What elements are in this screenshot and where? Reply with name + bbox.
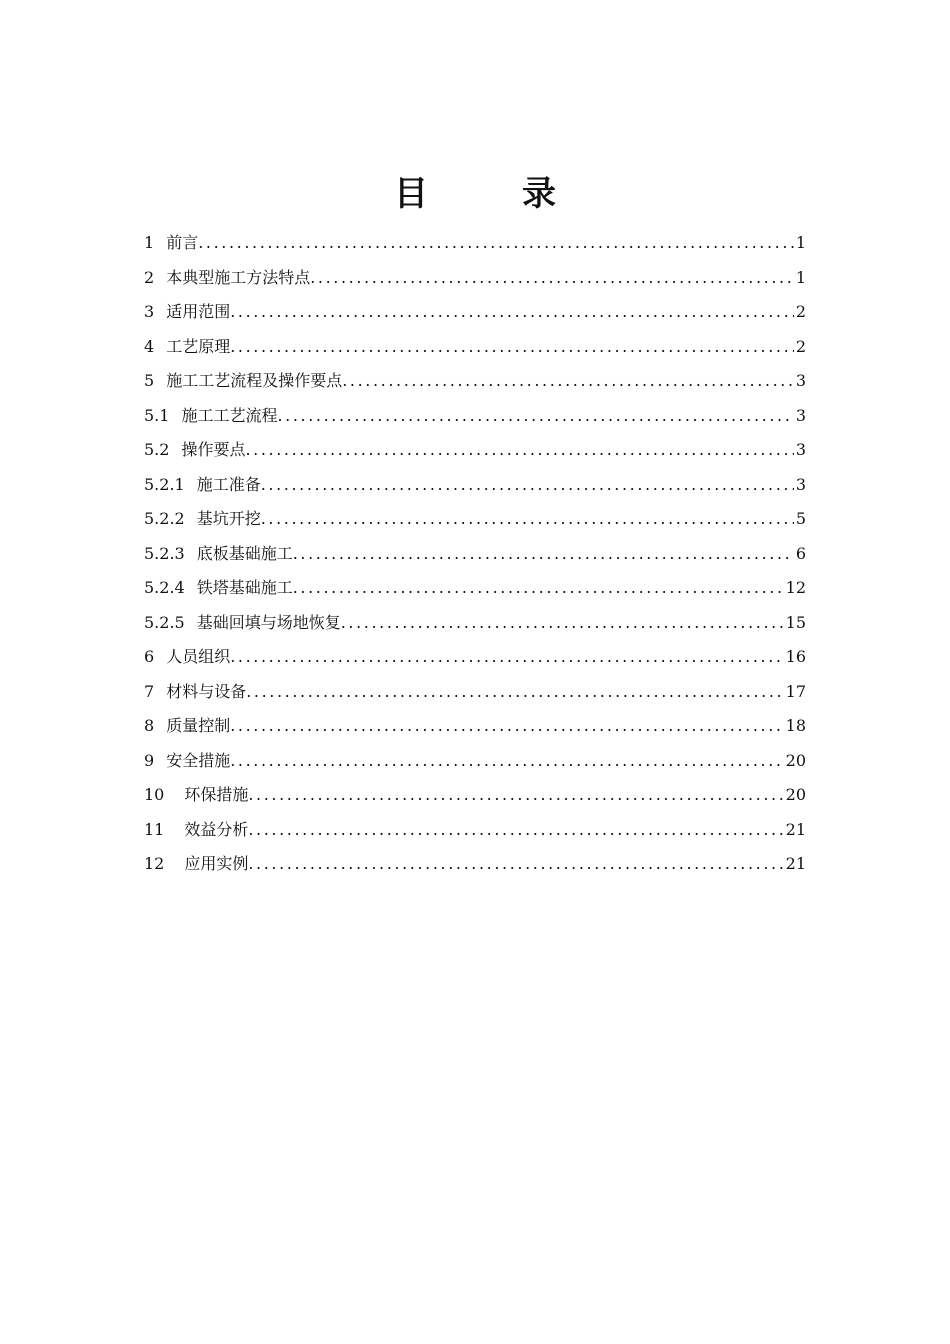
toc-leader [248,778,783,813]
toc-label: 操作要点 [181,440,246,459]
toc-page-number: 3 [795,405,806,425]
toc-number: 12 [144,854,165,873]
toc-page-number: 17 [785,681,806,701]
toc-number: 5.2.5 [144,612,185,632]
toc-label: 底板基础施工 [196,543,293,563]
table-of-contents [144,226,806,882]
toc-number: 6 [144,647,155,666]
toc-leader [342,364,794,399]
toc-label: 铁塔基础施工 [196,578,293,597]
toc-label: 质量控制 [166,716,231,735]
toc-label: 工艺原理 [166,336,231,356]
toc-leader [230,295,794,330]
toc-leader [230,640,783,675]
toc-number: 5 [144,371,155,390]
toc-number: 5.2.4 [144,578,185,597]
toc-number: 10 [144,785,165,804]
toc-label: 安全措施 [166,750,231,770]
toc-number: 2 [144,267,155,287]
toc-label: 施工准备 [196,474,261,494]
toc-leader [230,330,794,365]
toc-number: 8 [144,716,155,735]
toc-number: 5.2.1 [144,474,185,494]
toc-entry[interactable] [144,847,806,882]
toc-entry[interactable] [144,778,806,813]
toc-entry[interactable] [144,330,806,365]
toc-entry[interactable] [144,399,806,434]
toc-number: 5.2.3 [144,543,185,563]
toc-label: 前言 [166,233,199,252]
toc-leader [230,744,783,779]
toc-page-number: 1 [795,267,806,287]
toc-entry[interactable] [144,606,806,641]
toc-entry[interactable] [144,364,806,399]
toc-label: 环保措施 [184,785,249,804]
toc-leader [245,433,793,468]
toc-page-number: 3 [795,371,806,390]
toc-leader [310,261,794,296]
toc-leader [293,571,784,606]
toc-number: 9 [144,750,155,770]
toc-label: 基坑开挖 [196,509,261,528]
toc-entry[interactable] [144,571,806,606]
toc-leader [248,847,783,882]
toc-label: 效益分析 [184,819,249,839]
toc-page-number: 15 [785,612,806,632]
toc-leader [248,813,783,848]
toc-label: 施工工艺流程 [181,405,278,425]
toc-page-number: 6 [795,543,806,563]
toc-entry[interactable] [144,744,806,779]
toc-entry[interactable] [144,813,806,848]
toc-label: 基础回填与场地恢复 [196,612,341,632]
toc-entry[interactable] [144,675,806,710]
toc-page-number: 16 [785,647,806,666]
toc-entry[interactable] [144,261,806,296]
toc-label: 材料与设备 [166,681,247,701]
toc-page-number: 21 [785,854,806,873]
toc-leader [277,399,793,434]
toc-number: 5.2.2 [144,509,185,528]
toc-page-number: 3 [795,474,806,494]
toc-number: 1 [144,233,155,252]
toc-label: 人员组织 [166,647,231,666]
toc-entry[interactable] [144,709,806,744]
toc-leader [261,502,794,537]
toc-entry[interactable] [144,226,806,261]
toc-page-number: 18 [785,716,806,735]
toc-leader [261,468,794,503]
toc-entry[interactable] [144,433,806,468]
toc-entry[interactable] [144,640,806,675]
toc-entry[interactable] [144,468,806,503]
toc-page-number: 20 [785,750,806,770]
toc-page-number: 21 [785,819,806,839]
page-title: 目 录 [394,174,586,214]
toc-label: 应用实例 [184,854,249,873]
toc-number: 5.1 [144,405,170,425]
toc-entry[interactable] [144,502,806,537]
toc-page-number: 5 [795,509,806,528]
toc-leader [341,606,784,641]
toc-page-number: 12 [785,578,806,597]
toc-leader [198,226,794,261]
toc-number: 11 [144,819,165,839]
toc-leader [246,675,783,710]
toc-leader [230,709,783,744]
toc-number: 5.2 [144,440,170,459]
toc-page-number: 1 [795,233,806,252]
toc-page-number: 20 [785,785,806,804]
toc-number: 3 [144,302,155,321]
toc-page-number: 2 [795,302,806,321]
toc-page-number: 2 [795,336,806,356]
toc-leader [293,537,794,572]
toc-label: 适用范围 [166,302,231,321]
toc-entry[interactable] [144,537,806,572]
toc-number: 4 [144,336,155,356]
toc-label: 本典型施工方法特点 [166,267,311,287]
toc-number: 7 [144,681,155,701]
toc-entry[interactable] [144,295,806,330]
toc-label: 施工工艺流程及操作要点 [166,371,343,390]
toc-page-number: 3 [795,440,806,459]
